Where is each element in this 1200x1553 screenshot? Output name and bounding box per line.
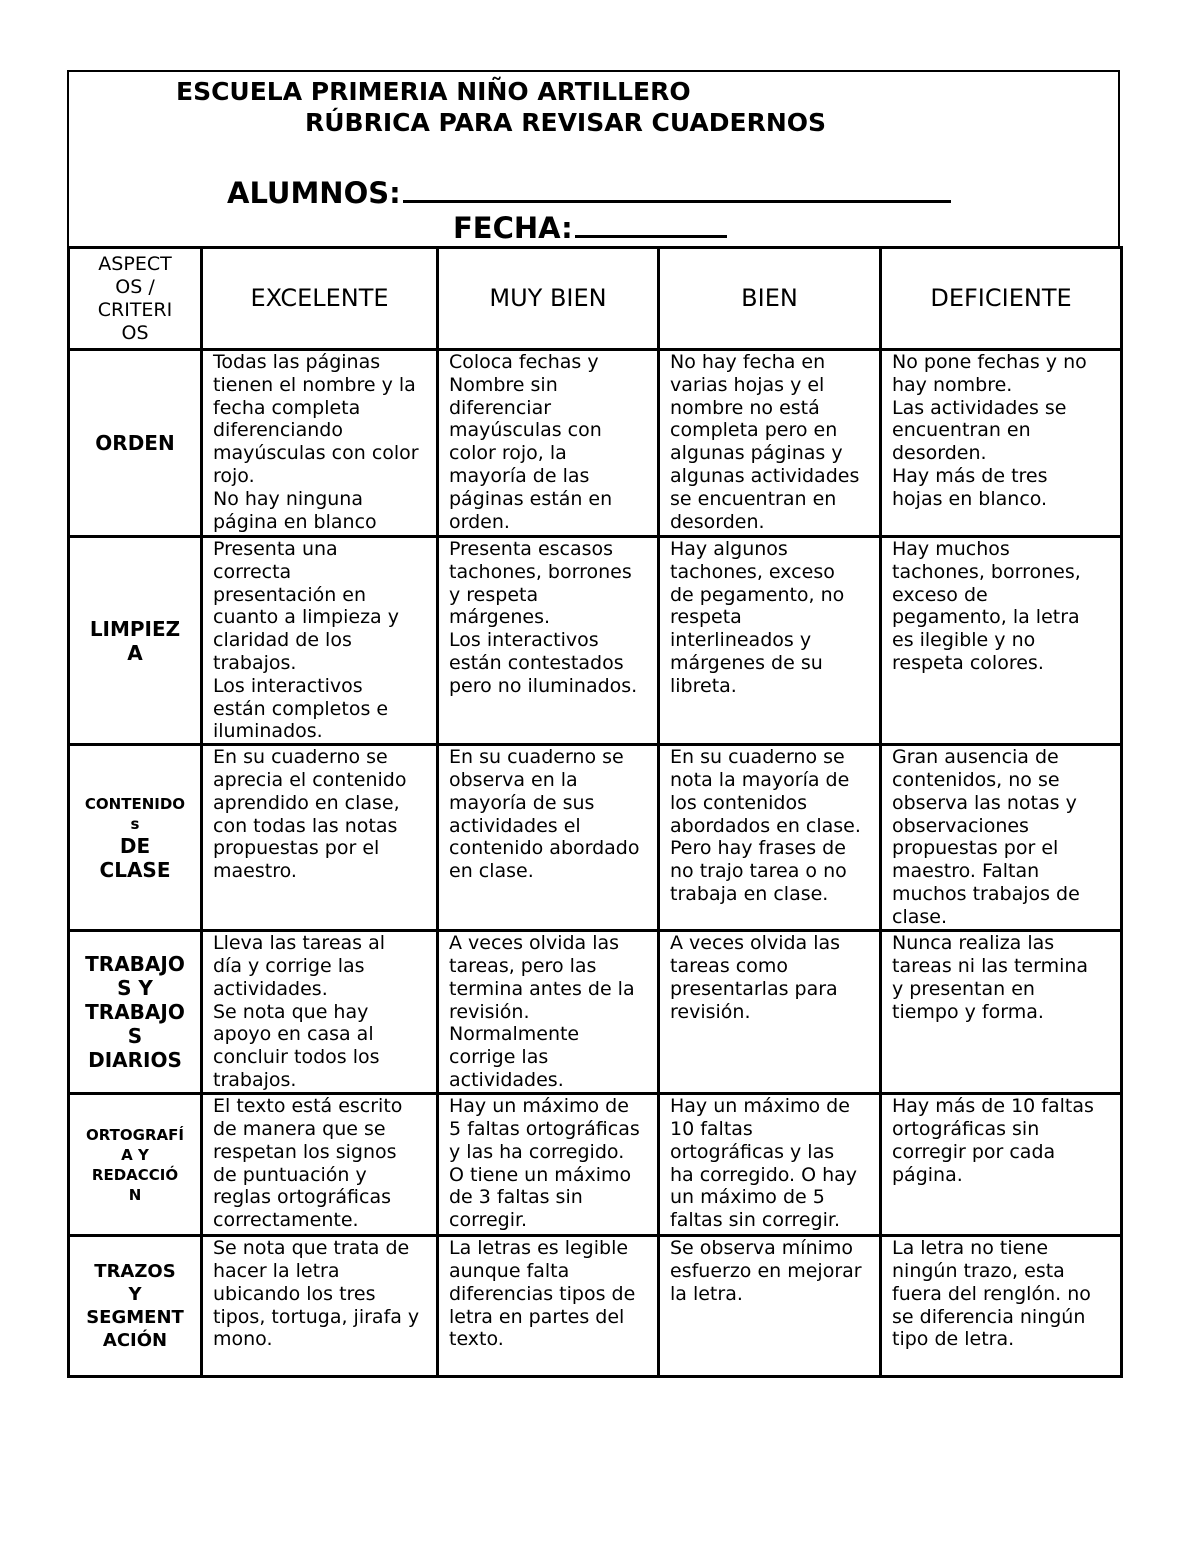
header-level-bien: BIEN: [659, 248, 881, 350]
criterion-cell: Se nota que trata de hacer la letra ubicando los tres tipos, tortuga, jirafa y mono.: [202, 1236, 438, 1377]
header-level-excelente: EXCELENTE: [202, 248, 438, 350]
aspect-trabajos-diarios: TRABAJO S Y TRABAJO S DIARIOS: [69, 931, 202, 1094]
criterion-cell: Hay algunos tachones, exceso de pegamento, no respeta interlineados y márgenes de su libreta.: [659, 537, 881, 745]
table-row: [69, 1236, 1122, 1377]
fecha-field: [453, 211, 727, 245]
table-row: [69, 1094, 1122, 1236]
criterion-cell: Presenta una correcta presentación en cuanto a limpieza y claridad de los trabajos. Los interactivos están completos e iluminados.: [202, 537, 438, 745]
rubric-title: RÚBRICA PARA REVISAR CUADERNOS: [305, 108, 827, 137]
criterion-cell: La letra no tiene ningún trazo, esta fuera del renglón. no se diferencia ningún tipo de letra.: [881, 1236, 1122, 1377]
criterion-cell: Presenta escasos tachones, borrones y respeta márgenes. Los interactivos están contestados pero no iluminados.: [438, 537, 659, 745]
table-header-row: [69, 248, 1122, 350]
criterion-cell: En su cuaderno se nota la mayoría de los contenidos abordados en clase. Pero hay frases de no trajo tarea o no trabaja en clase.: [659, 745, 881, 931]
criterion-cell: Coloca fechas y Nombre sin diferenciar mayúsculas con color rojo, la mayoría de las páginas están en orden.: [438, 350, 659, 537]
criterion-cell: Nunca realiza las tareas ni las termina y presentan en tiempo y forma.: [881, 931, 1122, 1094]
criterion-cell: En su cuaderno se aprecia el contenido aprendido en clase, con todas las notas propuestas por el maestro.: [202, 745, 438, 931]
table-row: [69, 931, 1122, 1094]
fecha-label: FECHA:: [453, 211, 573, 245]
aspect-ortografia: ORTOGRAFÍ A Y REDACCIÓ N: [69, 1094, 202, 1236]
criterion-cell: Lleva las tareas al día y corrige las actividades. Se nota que hay apoyo en casa al concluir todos los trabajos.: [202, 931, 438, 1094]
criterion-cell: Hay un máximo de 10 faltas ortográficas y las ha corregido. O hay un máximo de 5 faltas sin corregir.: [659, 1094, 881, 1236]
criterion-cell: La letras es legible aunque falta diferencias tipos de letra en partes del texto.: [438, 1236, 659, 1377]
aspect-contenidos-de-clase: CONTENIDO s DE CLASE: [69, 745, 202, 931]
aspect-trazos: TRAZOS Y SEGMENT ACIÓN: [69, 1236, 202, 1377]
criterion-cell: Se observa mínimo esfuerzo en mejorar la letra.: [659, 1236, 881, 1377]
criterion-cell: No hay fecha en varias hojas y el nombre no está completa pero en algunas páginas y algunas actividades se encuentran en desorden.: [659, 350, 881, 537]
criterion-cell: Todas las páginas tienen el nombre y la fecha completa diferenciando mayúsculas con color rojo. No hay ninguna página en blanco: [202, 350, 438, 537]
rubric-page: [67, 70, 1120, 1378]
fecha-blank-line[interactable]: [575, 235, 727, 238]
criterion-cell: A veces olvida las tareas, pero las termina antes de la revisión. Normalmente corrige las actividades.: [438, 931, 659, 1094]
alumnos-field: [227, 176, 951, 210]
criterion-cell: Gran ausencia de contenidos, no se observa las notas y observaciones propuestas por el maestro. Faltan muchos trabajos de clase.: [881, 745, 1122, 931]
school-name: ESCUELA PRIMERIA NIÑO ARTILLERO: [176, 77, 691, 106]
header-aspect-cell: ASPECT OS / CRITERI OS: [69, 248, 202, 350]
table-row: [69, 350, 1122, 537]
alumnos-label: ALUMNOS:: [227, 176, 401, 210]
aspect-orden: ORDEN: [69, 350, 202, 537]
criterion-cell: El texto está escrito de manera que se respetan los signos de puntuación y reglas ortográficas correctamente.: [202, 1094, 438, 1236]
header-level-muy-bien: MUY BIEN: [438, 248, 659, 350]
table-row: [69, 537, 1122, 745]
criterion-cell: No pone fechas y no hay nombre. Las actividades se encuentran en desorden. Hay más de tres hojas en blanco.: [881, 350, 1122, 537]
criterion-cell: Hay un máximo de 5 faltas ortográficas y las ha corregido. O tiene un máximo de 3 faltas sin corregir.: [438, 1094, 659, 1236]
table-row: [69, 745, 1122, 931]
criterion-cell: A veces olvida las tareas como presentarlas para revisión.: [659, 931, 881, 1094]
header-level-deficiente: DEFICIENTE: [881, 248, 1122, 350]
criterion-cell: Hay muchos tachones, borrones, exceso de pegamento, la letra es ilegible y no respeta colores.: [881, 537, 1122, 745]
alumnos-blank-line[interactable]: [403, 200, 951, 203]
rubric-table: [67, 246, 1123, 1378]
criterion-cell: Hay más de 10 faltas ortográficas sin corregir por cada página.: [881, 1094, 1122, 1236]
aspect-limpieza: LIMPIEZ A: [69, 537, 202, 745]
criterion-cell: En su cuaderno se observa en la mayoría de sus actividades el contenido abordado en clase.: [438, 745, 659, 931]
document-header: [67, 70, 1120, 246]
